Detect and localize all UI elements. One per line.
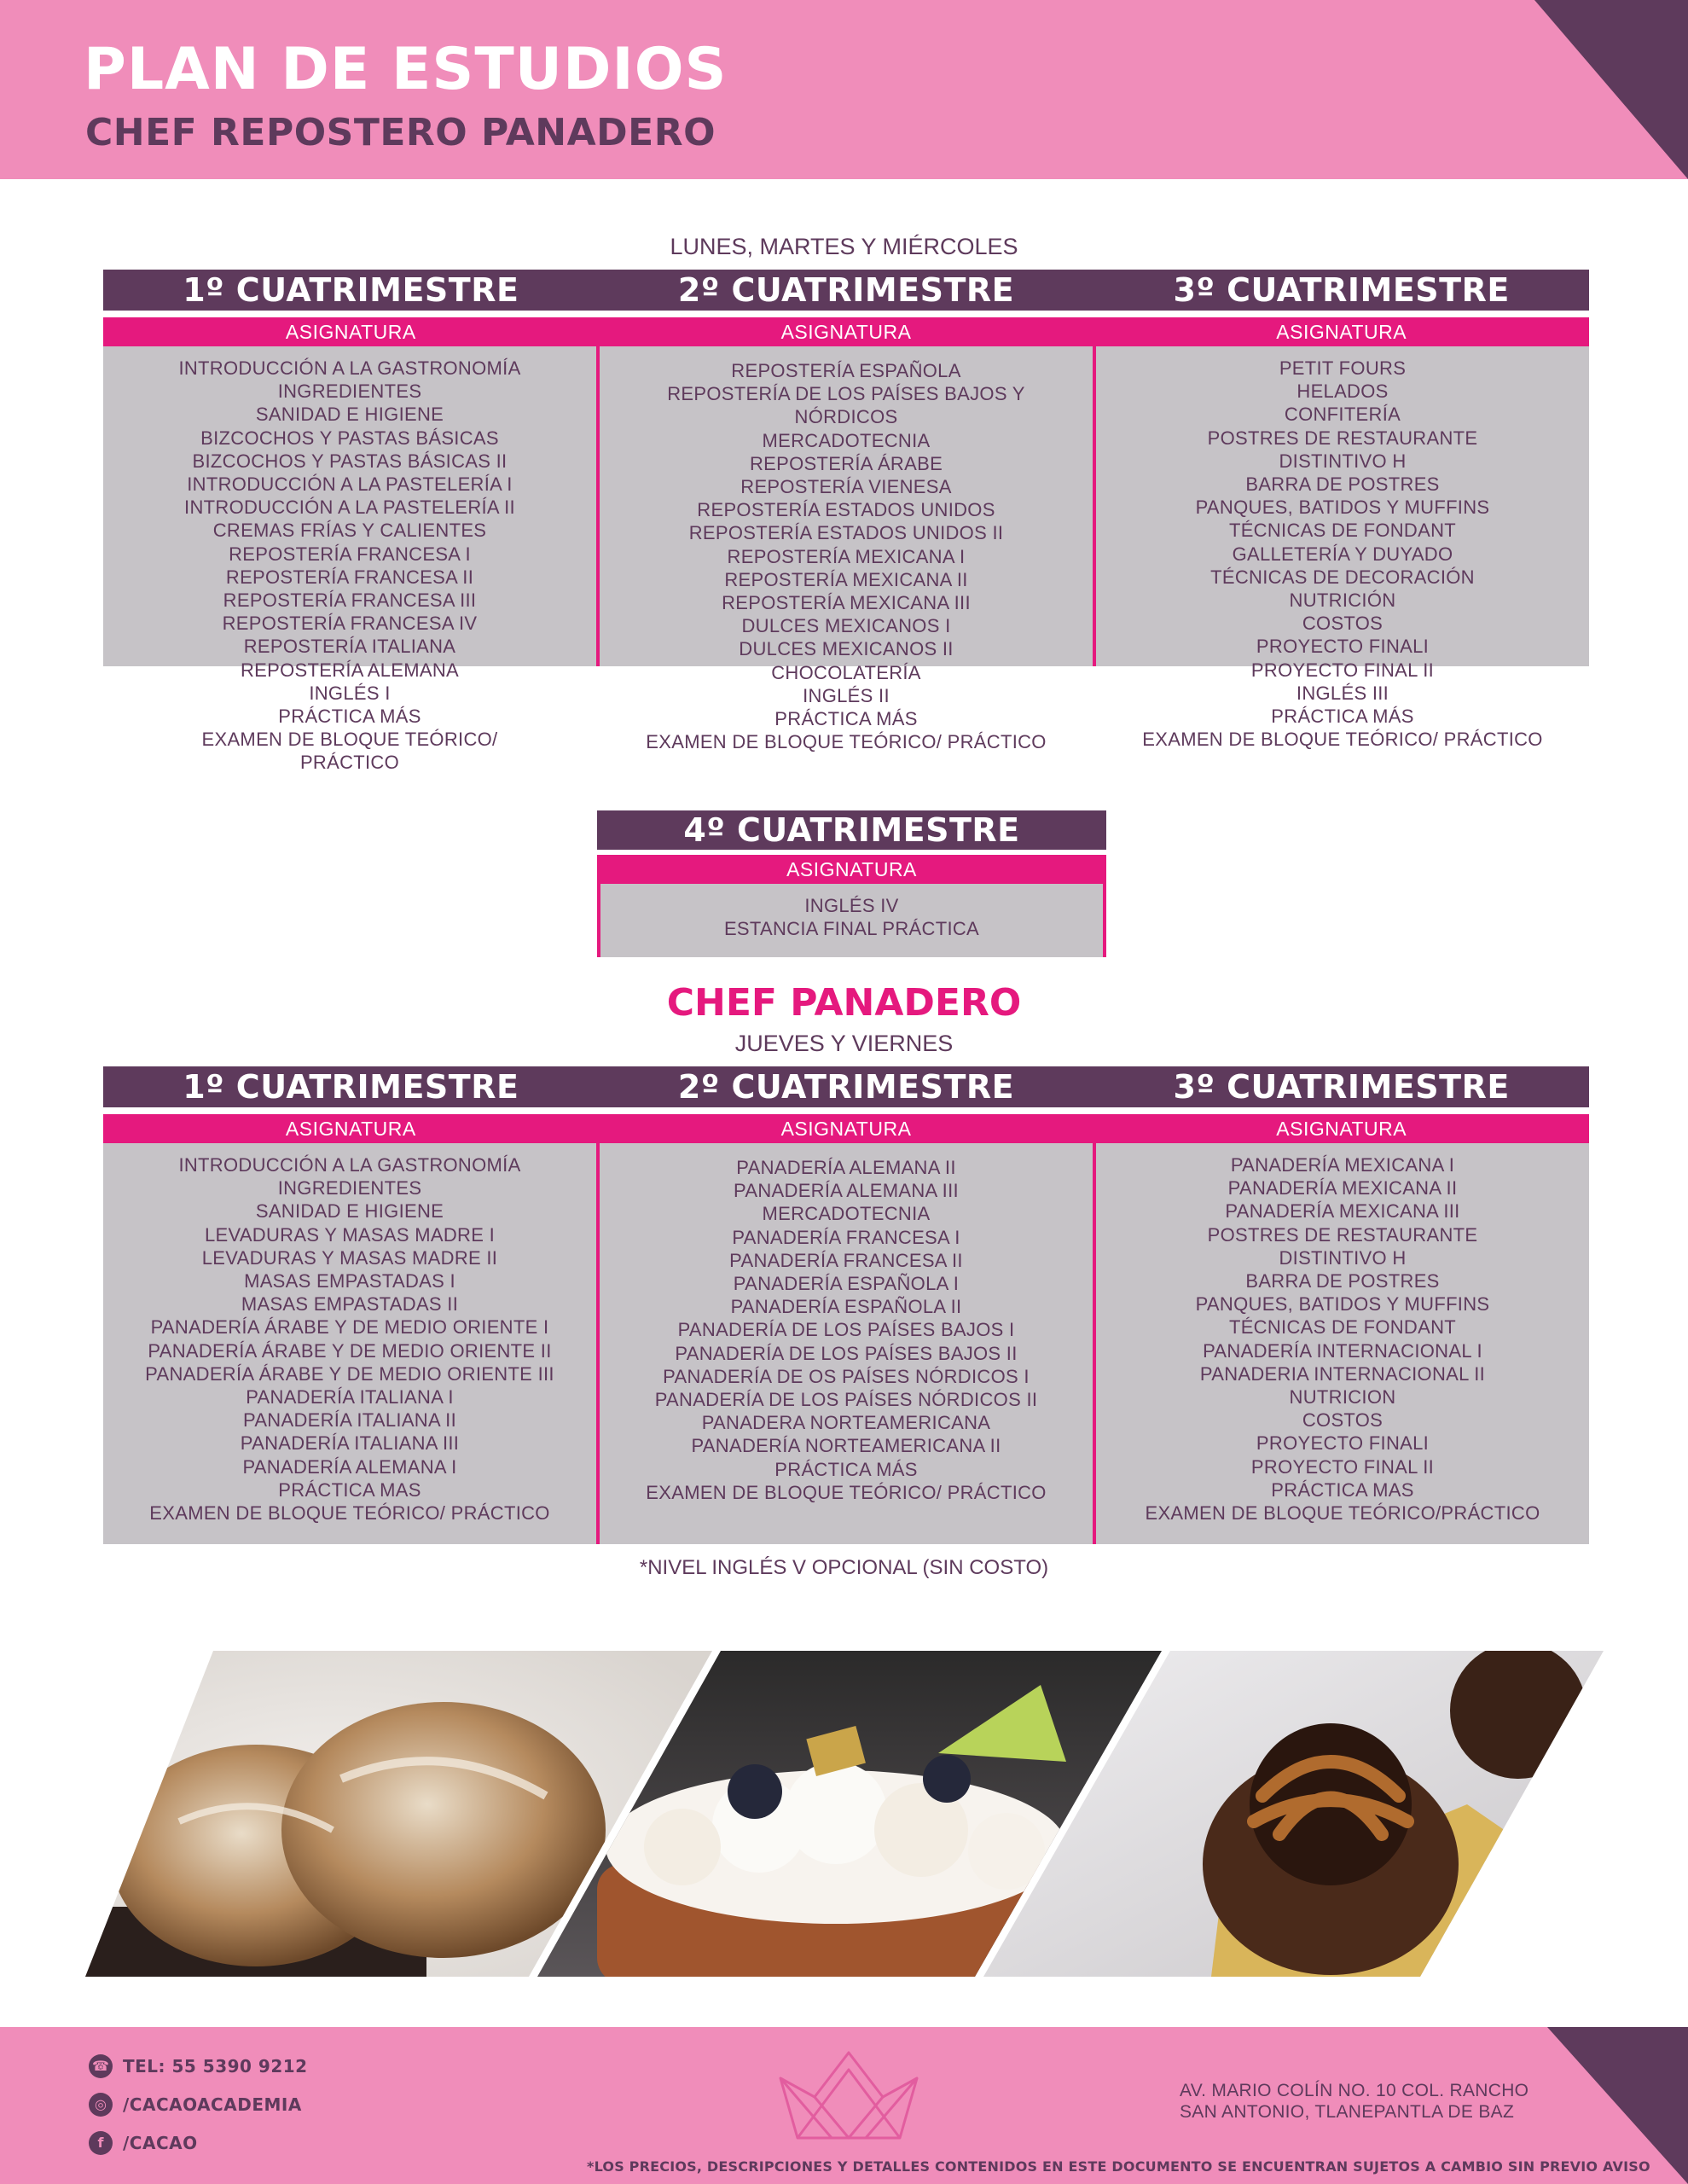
- subject-item: PANQUES, BATIDOS Y MUFFINS: [1195, 497, 1490, 519]
- instagram-icon: ◎: [89, 2093, 113, 2117]
- subject-item: REPOSTERÍA FRANCESA IV: [222, 613, 478, 635]
- subject-item: PANADERÍA MEXICANA I: [1230, 1154, 1455, 1176]
- address-line: SAN ANTONIO, TLANEPANTLA DE BAZ: [1180, 2102, 1515, 2122]
- page-header: [0, 0, 1688, 179]
- subject-item: PRÁCTICA MAS: [278, 1478, 421, 1501]
- subject-label-row: [597, 855, 1106, 884]
- subject-item: BIZCOCHOS Y PASTAS BÁSICAS: [200, 427, 499, 449]
- term-title: 4º CUATRIMESTRE: [683, 811, 1020, 849]
- subject-item: PANADERIA INTERNACIONAL II: [1199, 1362, 1486, 1385]
- subject-item: PANADERÍA FRANCESA II: [729, 1249, 963, 1271]
- term-header-row: [597, 810, 1106, 850]
- subject-item: REPOSTERÍA ESTADOS UNIDOS II: [688, 522, 1004, 544]
- subject-item: PANADERÍA ALEMANA I: [242, 1455, 457, 1478]
- subject-label-row: [103, 1114, 1589, 1143]
- subject-item: REPOSTERÍA FRANCESA III: [223, 590, 477, 612]
- subject-list: [1093, 1143, 1589, 1544]
- repostero-days: LUNES, MARTES Y MIÉRCOLES: [670, 234, 1018, 259]
- subject-item: TÉCNICAS DE FONDANT: [1228, 520, 1457, 542]
- subject-item: PANADERÍA ÁRABE Y DE MEDIO ORIENTE III: [145, 1362, 554, 1385]
- term-title: 2º CUATRIMESTRE: [677, 271, 1015, 309]
- subject-item: COSTOS: [1302, 1409, 1383, 1432]
- subject-list: [103, 346, 596, 774]
- term-title: 1º CUATRIMESTRE: [183, 271, 519, 309]
- english-footnote: *NIVEL INGLÉS V OPCIONAL (SIN COSTO): [639, 1556, 1049, 1579]
- subject-item: PROYECTO FINAL II: [1250, 659, 1435, 681]
- subject-item: PANADERÍA DE LOS PAÍSES BAJOS I: [677, 1319, 1015, 1341]
- subject-item: PANQUES, BATIDOS Y MUFFINS: [1195, 1293, 1490, 1316]
- subject-item: NUTRICIÓN: [1289, 590, 1396, 612]
- subject-item: PANADERÍA ALEMANA III: [734, 1180, 959, 1202]
- subject-item: PANADERÍA ITALIANA III: [240, 1432, 460, 1455]
- page-footer: [0, 2027, 1688, 2184]
- crown-logo-icon: [772, 2044, 925, 2146]
- subject-item: PANADERA NORTEAMERICANA: [701, 1412, 991, 1434]
- subject-item: DISTINTIVO H: [1279, 1246, 1407, 1269]
- subject-item: PANADERÍA MEXICANA II: [1227, 1177, 1458, 1199]
- term-header-row: [103, 270, 1589, 311]
- dessert-photo-strip: [85, 1651, 1604, 1977]
- subject-item: PANADERÍA MEXICANA III: [1225, 1200, 1460, 1223]
- subject-item: REPOSTERÍA ESTADOS UNIDOS: [697, 499, 995, 521]
- legal-disclaimer: *LOS PRECIOS, DESCRIPCIONES Y DETALLES CONTENIDOS EN ESTE DOCUMENTO SE ENCUENTRAN SUJETOS A CAMBIO SIN PREVIO AVISO: [587, 2158, 1650, 2175]
- subject-label-row: [103, 317, 1589, 346]
- subject-item: DISTINTIVO H: [1279, 450, 1407, 472]
- subject-item: PANADERÍA DE LOS PAÍSES BAJOS II: [675, 1342, 1018, 1364]
- subject-item: INGLÉS III: [1296, 682, 1389, 704]
- subject-list: [103, 1143, 596, 1544]
- header-corner-decoration: [1534, 0, 1688, 179]
- subject-item: PROYECTO FINALI: [1256, 1432, 1430, 1455]
- subject-item: INTRODUCCIÓN A LA PASTELERÍA II: [184, 497, 515, 519]
- subject-item: REPOSTERÍA DE LOS PAÍSES BAJOS Y: [667, 383, 1025, 405]
- subject-item: INGLÉS I: [309, 682, 391, 704]
- repostero-plan-table: [103, 270, 1589, 774]
- subject-item: NÓRDICOS: [794, 406, 898, 428]
- subject-item: INGLÉS II: [803, 684, 890, 706]
- facebook-icon: f: [89, 2131, 113, 2155]
- subject-item: POSTRES DE RESTAURANTE: [1207, 1223, 1478, 1246]
- subject-item: PRÁCTICA MAS: [1271, 1478, 1414, 1501]
- subject-item: PANADERÍA DE LOS PAÍSES NÓRDICOS II: [654, 1389, 1038, 1411]
- subject-item: REPOSTERÍA MEXICANA I: [727, 545, 966, 567]
- subject-label: ASIGNATURA: [780, 321, 912, 343]
- subject-item: MASAS EMPASTADAS II: [241, 1293, 459, 1316]
- subject-item: ESTANCIA FINAL PRÁCTICA: [723, 918, 980, 940]
- subject-item: PANADERÍA ESPAÑOLA I: [733, 1273, 960, 1295]
- subject-item: EXAMEN DE BLOQUE TEÓRICO/ PRÁCTICO: [1142, 729, 1543, 751]
- fourth-term-table: [597, 810, 1106, 957]
- phone-icon: ☎: [89, 2054, 113, 2078]
- subject-item: PANADERÍA ITALIANA II: [242, 1409, 456, 1432]
- phone-contact[interactable]: [89, 2054, 308, 2078]
- subject-item: REPOSTERÍA MEXICANA II: [724, 568, 968, 590]
- subject-item: EXAMEN DE BLOQUE TEÓRICO/: [201, 729, 498, 751]
- instagram-link[interactable]: [89, 2093, 302, 2117]
- subject-label: ASIGNATURA: [786, 858, 917, 880]
- subject-item: EXAMEN DE BLOQUE TEÓRICO/ PRÁCTICO: [646, 1481, 1047, 1503]
- subject-item: DULCES MEXICANOS II: [739, 638, 954, 660]
- subject-item: REPOSTERÍA FRANCESA I: [229, 543, 471, 565]
- subject-item: TÉCNICAS DE FONDANT: [1228, 1316, 1457, 1339]
- subject-item: SANIDAD E HIGIENE: [255, 404, 444, 426]
- subjects-body: [597, 884, 1106, 957]
- subject-item: REPOSTERÍA ITALIANA: [243, 636, 456, 658]
- instagram-handle: /CACAOACADEMIA: [123, 2094, 302, 2115]
- subject-item: PANADERÍA ITALIANA I: [246, 1386, 454, 1409]
- subject-item: TÉCNICAS DE DECORACIÓN: [1210, 566, 1475, 588]
- term-title: 3º CUATRIMESTRE: [1173, 1068, 1510, 1106]
- term-header-row: [103, 1066, 1589, 1107]
- subject-item: PANADERÍA FRANCESA I: [732, 1226, 960, 1248]
- term-title: 3º CUATRIMESTRE: [1173, 271, 1510, 309]
- subject-item: SANIDAD E HIGIENE: [255, 1200, 444, 1223]
- subject-item: BIZCOCHOS Y PASTAS BÁSICAS II: [192, 450, 508, 472]
- subject-item: PRÁCTICA MÁS: [1271, 706, 1414, 728]
- subject-item: COSTOS: [1302, 613, 1383, 635]
- panadero-title: CHEF PANADERO: [666, 981, 1022, 1025]
- subject-item: REPOSTERÍA ALEMANA: [240, 659, 460, 681]
- subject-item: BARRA DE POSTRES: [1245, 1270, 1440, 1292]
- subject-item: REPOSTERÍA ÁRABE: [749, 452, 943, 474]
- subject-item: PANADERÍA ÁRABE Y DE MEDIO ORIENTE I: [150, 1316, 549, 1339]
- subject-item: DULCES MEXICANOS I: [741, 615, 951, 637]
- subject-label: ASIGNATURA: [285, 1118, 416, 1140]
- facebook-handle: /CACAO: [123, 2133, 198, 2153]
- subject-item: REPOSTERÍA ESPAÑOLA: [731, 360, 961, 381]
- subject-item: MERCADOTECNIA: [762, 429, 931, 451]
- subject-item: BARRA DE POSTRES: [1245, 473, 1440, 496]
- subject-item: GALLETERÍA Y DUYADO: [1232, 543, 1453, 565]
- subject-item: PANADERÍA INTERNACIONAL I: [1203, 1339, 1482, 1362]
- subject-item: EXAMEN DE BLOQUE TEÓRICO/PRÁCTICO: [1145, 1502, 1540, 1525]
- subject-item: PANADERÍA ÁRABE Y DE MEDIO ORIENTE II: [148, 1339, 552, 1362]
- subject-label: ASIGNATURA: [780, 1118, 912, 1140]
- subject-item: HELADOS: [1296, 380, 1389, 403]
- subjects-body: [103, 1143, 1589, 1544]
- subject-list: [1093, 346, 1589, 751]
- subject-label: ASIGNATURA: [1276, 1118, 1407, 1140]
- subject-item: REPOSTERÍA VIENESA: [740, 476, 952, 498]
- facebook-link[interactable]: [89, 2131, 198, 2155]
- subject-item: MASAS EMPASTADAS I: [244, 1270, 455, 1292]
- term-title: 2º CUATRIMESTRE: [677, 1068, 1015, 1106]
- subject-item: INGREDIENTES: [277, 380, 422, 403]
- subject-item: REPOSTERÍA FRANCESA II: [225, 566, 474, 588]
- subject-label: ASIGNATURA: [285, 321, 416, 343]
- page-subtitle: CHEF REPOSTERO PANADERO: [85, 111, 716, 154]
- subject-item: REPOSTERÍA MEXICANA III: [722, 592, 971, 614]
- subject-item: PRÁCTICA MÁS: [774, 1458, 918, 1480]
- subject-item: PRÁCTICO: [299, 752, 400, 774]
- subject-item: PROYECTO FINAL II: [1250, 1455, 1435, 1478]
- subject-label: ASIGNATURA: [1276, 321, 1407, 343]
- panadero-plan-table: [103, 1066, 1589, 1544]
- subject-item: PANADERÍA ALEMANA II: [736, 1157, 956, 1178]
- subject-item: PROYECTO FINALI: [1256, 636, 1430, 658]
- subject-item: PRÁCTICA MÁS: [278, 706, 421, 728]
- subject-item: CREMAS FRÍAS Y CALIENTES: [212, 520, 487, 542]
- subject-item: INGLÉS IV: [804, 895, 899, 916]
- subject-item: PRÁCTICA MÁS: [774, 708, 918, 730]
- subject-item: INTRODUCCIÓN A LA GASTRONOMÍA: [178, 357, 521, 379]
- subject-item: PANADERÍA DE OS PAÍSES NÓRDICOS I: [663, 1365, 1030, 1387]
- phone-number: TEL: 55 5390 9212: [123, 2056, 308, 2077]
- page-title: PLAN DE ESTUDIOS: [84, 36, 728, 103]
- subject-item: NUTRICION: [1289, 1386, 1396, 1409]
- address: [1180, 2080, 1528, 2123]
- subject-item: EXAMEN DE BLOQUE TEÓRICO/ PRÁCTICO: [646, 731, 1047, 753]
- subject-item: INTRODUCCIÓN A LA GASTRONOMÍA: [178, 1154, 521, 1176]
- subject-item: POSTRES DE RESTAURANTE: [1207, 427, 1478, 449]
- subject-item: PETIT FOURS: [1279, 357, 1407, 379]
- subject-list: [600, 884, 1103, 957]
- subject-item: PANADERÍA NORTEAMERICANA II: [691, 1435, 1001, 1457]
- subject-item: MERCADOTECNIA: [762, 1203, 931, 1225]
- subjects-body: [103, 346, 1589, 774]
- subject-item: CHOCOLATERÍA: [771, 661, 921, 683]
- panadero-days: JUEVES Y VIERNES: [734, 1031, 954, 1056]
- subject-item: LEVADURAS Y MASAS MADRE II: [201, 1246, 498, 1269]
- subject-item: LEVADURAS Y MASAS MADRE I: [204, 1223, 496, 1246]
- address-line: AV. MARIO COLÍN NO. 10 COL. RANCHO: [1180, 2081, 1529, 2100]
- subject-item: CONFITERÍA: [1284, 404, 1401, 426]
- subject-item: INTRODUCCIÓN A LA PASTELERÍA I: [187, 473, 513, 496]
- subject-item: INGREDIENTES: [277, 1177, 422, 1199]
- subject-item: PANADERÍA ESPAÑOLA II: [730, 1296, 962, 1318]
- subject-list: [596, 346, 1093, 753]
- term-title: 1º CUATRIMESTRE: [183, 1068, 519, 1106]
- subject-item: EXAMEN DE BLOQUE TEÓRICO/ PRÁCTICO: [149, 1502, 550, 1525]
- subject-list: [596, 1143, 1093, 1544]
